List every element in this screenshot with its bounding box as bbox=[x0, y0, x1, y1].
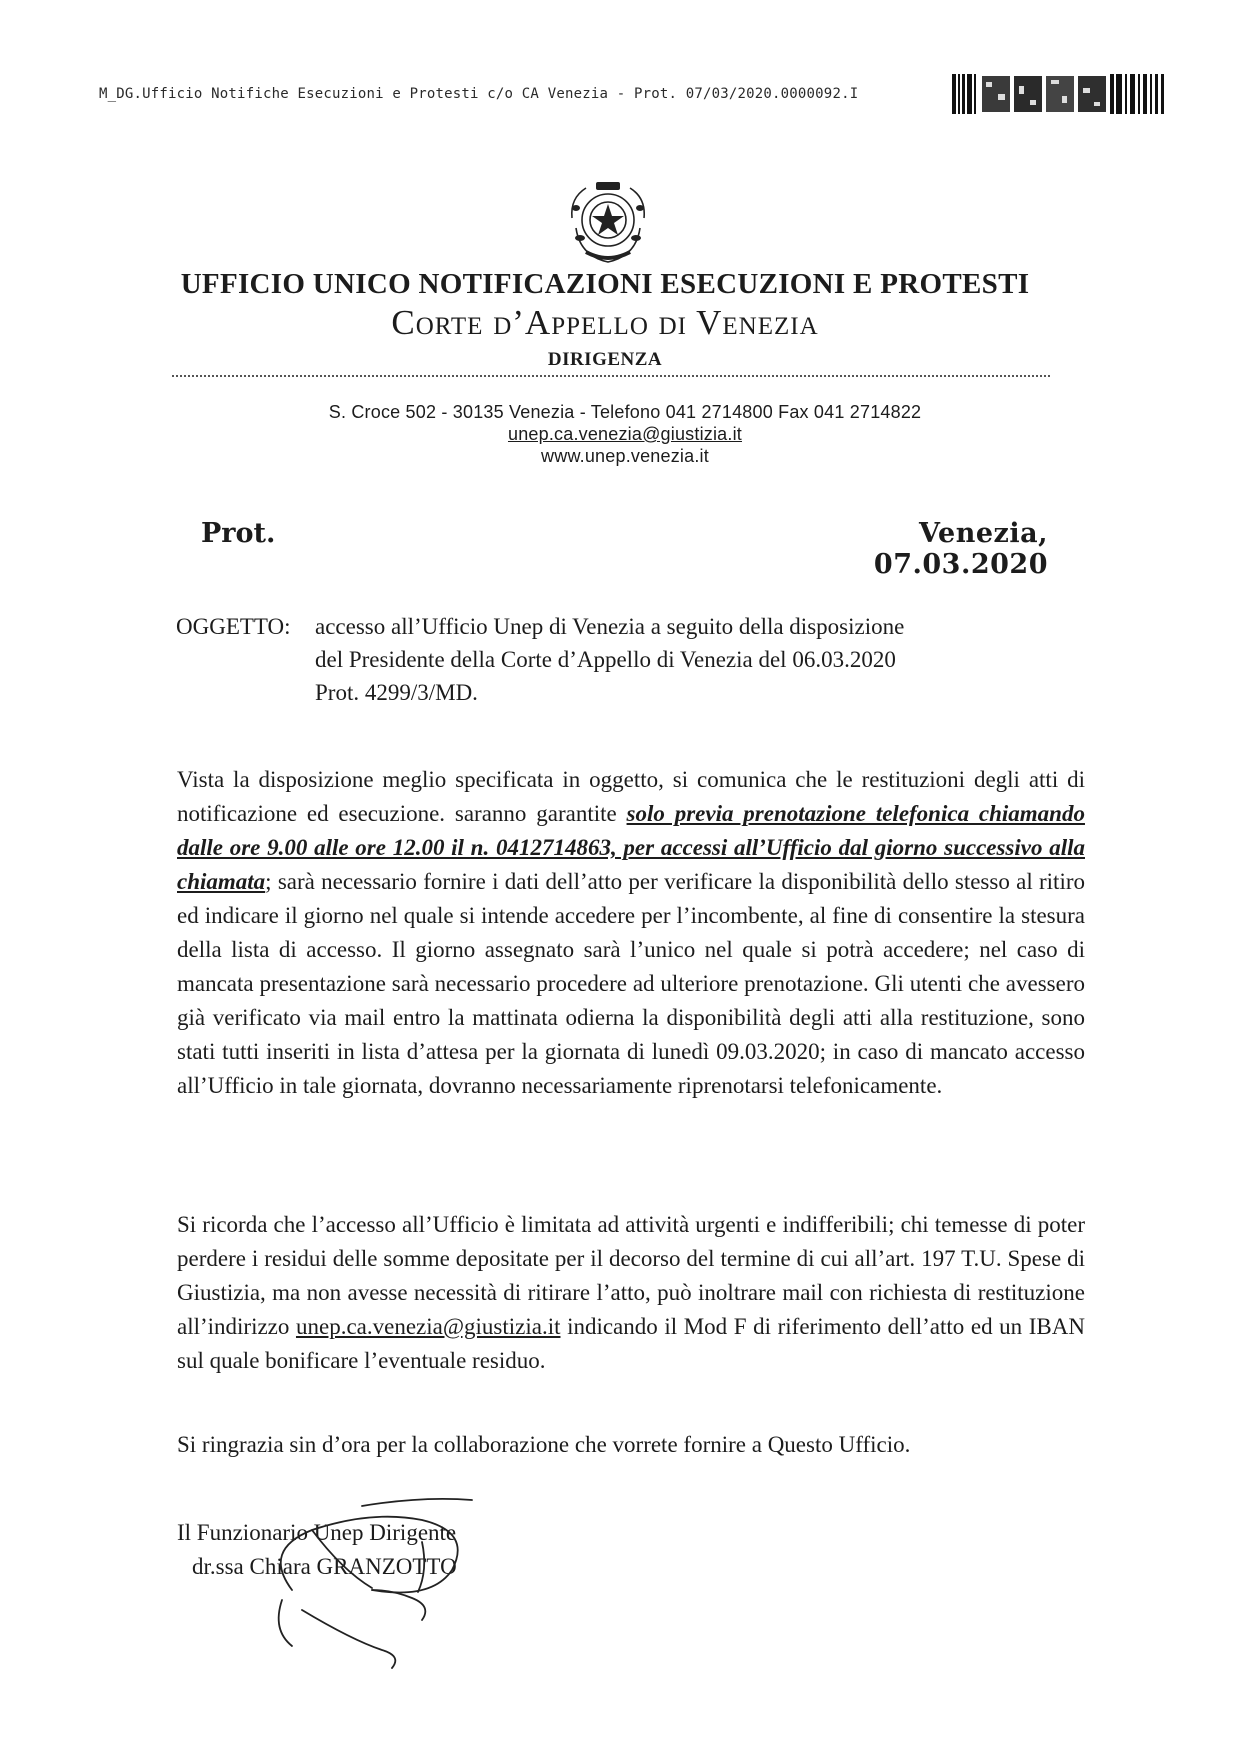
office-heading: UFFICIO UNICO NOTIFICAZIONI ESECUZIONI E PROTESTI bbox=[180, 268, 1030, 300]
signatory-role: Il Funzionario Unep Dirigente bbox=[177, 1520, 457, 1545]
signatory-name: dr.ssa Chiara GRANZOTTO bbox=[192, 1554, 457, 1579]
paragraph-text: ; sarà necessario fornire i dati dell’atto per verificare la disponibilità dello stesso al ritiro ed indicare il giorno nel quale si intende accedere per l’incombente, al fine di consentire la stesura della lista di accesso. Il giorno assegnato sarà l’unico nel quale si potrà accedere; nel caso di mancata presentazione sarà necessario procedere ad ulteriore prenotazione. Gli utenti che avessero già verificato via mail entro la mattinata odierna la disponibilità degli atti alla restituzione, sono stati tutti inseriti in lista d’attesa per la giornata di lunedì 09.03.2020; in caso di mancato accesso all’Ufficio in tale giornata, dovranno necessariamente riprenotarsi telefonicamente. bbox=[177, 869, 1085, 1098]
office-address: S. Croce 502 - 30135 Venezia - Telefono 041 2714800 Fax 041 2714822 bbox=[328, 402, 922, 422]
subject-label: OGGETTO: bbox=[176, 614, 291, 639]
office-email-link[interactable]: unep.ca.venezia@giustizia.it bbox=[507, 424, 742, 444]
protocol-label: Prot. bbox=[201, 518, 276, 549]
paragraph-refund bbox=[177, 1208, 1085, 1378]
protocol-barcode bbox=[952, 74, 1164, 114]
header-divider bbox=[172, 375, 1050, 377]
subject-line: del Presidente della Corte d’Appello di Venezia del 06.03.2020 bbox=[315, 647, 896, 672]
italian-republic-emblem bbox=[566, 178, 650, 268]
section-heading: DIRIGENZA bbox=[547, 349, 663, 370]
paragraph-thanks: Si ringrazia sin d’ora per la collaborazione che vorrete fornire a Questo Ufficio. bbox=[177, 1432, 911, 1457]
booking-emphasis: solo previa prenotazione telefonica chiamando dalle ore 9.00 alle ore 12.00 il n. 0412714863, per accessi all’Ufficio dal giorno successivo alla chiamata bbox=[177, 801, 1085, 894]
refund-email-link[interactable]: unep.ca.venezia@giustizia.it bbox=[295, 1314, 561, 1339]
paragraph-booking bbox=[177, 763, 1085, 1103]
handwritten-signature bbox=[222, 1470, 552, 1670]
office-website-link[interactable]: www.unep.venezia.it bbox=[541, 446, 709, 466]
subject-line: accesso all’Ufficio Unep di Venezia a seguito della disposizione bbox=[315, 614, 905, 639]
subject-block bbox=[176, 610, 1076, 709]
place-date: Venezia, 07.03.2020 bbox=[873, 518, 1048, 580]
paragraph-text: indicando il Mod F di riferimento dell’atto ed un IBAN sul quale bonificare l’eventuale residuo. bbox=[177, 1314, 1085, 1373]
subject-line: Prot. 4299/3/MD. bbox=[315, 680, 478, 705]
paragraph-text: Si ricorda che l’accesso all’Ufficio è limitata ad attività urgenti e indifferibili; chi temesse di poter perdere i residui delle somme depositate per il decorso del termine di cui all’art. 197 T.U. Spese di Giustizia, ma non avesse necessità di ritirare l’atto, può inoltrare mail con richiesta di restituzione all’indirizzo bbox=[177, 1212, 1085, 1339]
protocol-stamp: M_DG.Ufficio Notifiche Esecuzioni e Protesti c/o CA Venezia - Prot. 07/03/2020.0000092.I bbox=[99, 86, 859, 102]
court-heading: Corte d’Appello di Venezia bbox=[391, 303, 819, 342]
paragraph-text: Vista la disposizione meglio specificata in oggetto, si comunica che le restituzioni degli atti di notificazione ed esecuzione. saranno garantite bbox=[177, 767, 1085, 826]
